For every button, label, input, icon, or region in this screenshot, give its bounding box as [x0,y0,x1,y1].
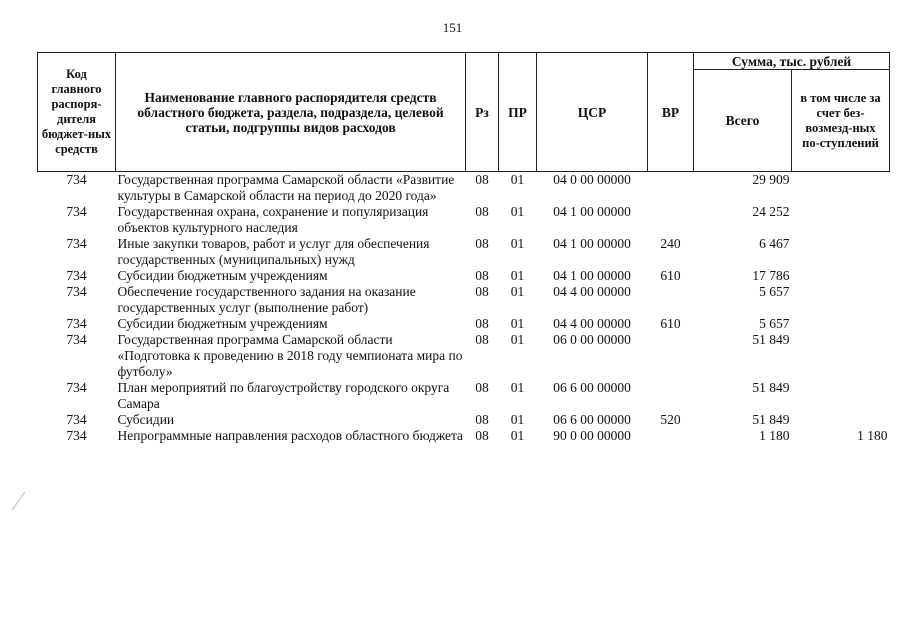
table-row [38,428,890,444]
cell-csr: 04 4 00 00000 [553,316,631,331]
cell-pr: 01 [510,236,525,251]
cell-gratis [792,172,890,205]
cell-gratis [792,316,890,332]
header-sum-group: Сумма, тыс. рублей [694,53,890,70]
cell-csr: 06 6 00 00000 [553,412,631,427]
table-row [38,316,890,332]
cell-total: 29 909 [752,172,790,187]
cell-pr: 01 [510,284,525,299]
cell-csr: 06 6 00 00000 [553,380,631,395]
cell-gratis: 1 180 [857,428,888,443]
cell-csr: 04 0 00 00000 [553,172,631,187]
cell-code: 734 [66,268,87,283]
header-pr: ПР [499,53,537,172]
cell-code: 734 [66,204,87,219]
cell-vr: 610 [660,316,681,331]
cell-pr: 01 [510,412,525,427]
header-gratis: в том числе за счет без-возмезд-ных по-ступлений [792,70,890,172]
cell-rz: 08 [475,284,489,299]
cell-rz: 08 [475,412,489,427]
table-row [38,412,890,428]
cell-vr [648,284,694,316]
cell-pr: 01 [510,332,525,347]
cell-rz: 08 [475,204,489,219]
cell-vr: 610 [660,268,681,283]
cell-rz: 08 [475,332,489,347]
cell-code: 734 [66,316,87,331]
cell-rz: 08 [475,268,489,283]
cell-total: 51 849 [752,380,790,395]
table-row [38,268,890,284]
cell-pr: 01 [510,172,525,187]
cell-rz: 08 [475,428,489,443]
table-row [38,236,890,268]
cell-gratis [792,236,890,268]
cell-total: 51 849 [752,412,790,427]
cell-total: 51 849 [752,332,790,347]
cell-total: 17 786 [752,268,790,283]
cell-code: 734 [66,380,87,395]
table-row [38,172,890,205]
page-number: 151 [442,20,463,35]
cell-name: План мероприятий по благоустройству городского округа Самара [117,380,450,411]
header-name: Наименование главного распорядителя средств областного бюджета, раздела, подраздела, целевой статьи, подгруппы видов расходов [116,53,466,172]
cell-rz: 08 [475,236,489,251]
cell-code: 734 [66,412,87,427]
cell-csr: 04 1 00 00000 [553,204,631,219]
cell-csr: 04 1 00 00000 [553,236,631,251]
cell-total: 5 657 [759,284,790,299]
cell-name: Непрограммные направления расходов областного бюджета [117,428,464,443]
table-row [38,284,890,316]
table-row [38,204,890,236]
cell-name: Государственная программа Самарской области «Подготовка к проведению в 2018 году чемпионата мира по футболу» [117,332,463,379]
header-total: Всего [694,70,792,172]
cell-rz: 08 [475,316,489,331]
cell-gratis [792,268,890,284]
cell-vr [648,428,694,444]
cell-name: Государственная программа Самарской области «Развитие культуры в Самарской области на период до 2020 года» [117,172,455,203]
cell-rz: 08 [475,172,489,187]
cell-gratis [792,412,890,428]
budget-table [37,52,890,444]
cell-pr: 01 [510,204,525,219]
cell-name: Субсидии бюджетным учреждениям [117,316,328,331]
header-code: Код главного распоря-дителя бюджет-ных средств [38,53,116,172]
cell-name: Иные закупки товаров, работ и услуг для обеспечения государственных (муниципальных) нужд [117,236,430,267]
cell-code: 734 [66,332,87,347]
cell-vr [648,332,694,380]
cell-total: 5 657 [759,316,790,331]
cell-vr: 240 [660,236,681,251]
cell-pr: 01 [510,380,525,395]
cell-total: 6 467 [759,236,790,251]
cell-pr: 01 [510,428,525,443]
cell-vr: 520 [660,412,681,427]
cell-name: Субсидии бюджетным учреждениям [117,268,328,283]
cell-code: 734 [66,284,87,299]
cell-pr: 01 [510,268,525,283]
margin-mark [12,492,25,511]
cell-vr [648,204,694,236]
cell-code: 734 [66,172,87,187]
table-row [38,332,890,380]
cell-csr: 90 0 00 00000 [553,428,631,443]
cell-gratis [792,284,890,316]
cell-csr: 06 0 00 00000 [553,332,631,347]
cell-total: 1 180 [759,428,790,443]
cell-name: Обеспечение государственного задания на оказание государственных услуг (выполнение работ) [117,284,416,315]
cell-csr: 04 4 00 00000 [553,284,631,299]
cell-gratis [792,380,890,412]
cell-name: Субсидии [117,412,175,427]
cell-vr [648,380,694,412]
cell-name: Государственная охрана, сохранение и популяризация объектов культурного наследия [117,204,429,235]
cell-code: 734 [66,236,87,251]
cell-pr: 01 [510,316,525,331]
cell-vr [648,172,694,205]
cell-csr: 04 1 00 00000 [553,268,631,283]
cell-gratis [792,332,890,380]
cell-rz: 08 [475,380,489,395]
cell-code: 734 [66,428,87,443]
header-vr: ВР [648,53,694,172]
cell-gratis [792,204,890,236]
header-rz: Рз [466,53,499,172]
header-csr: ЦСР [537,53,648,172]
cell-total: 24 252 [752,204,790,219]
table-row [38,380,890,412]
